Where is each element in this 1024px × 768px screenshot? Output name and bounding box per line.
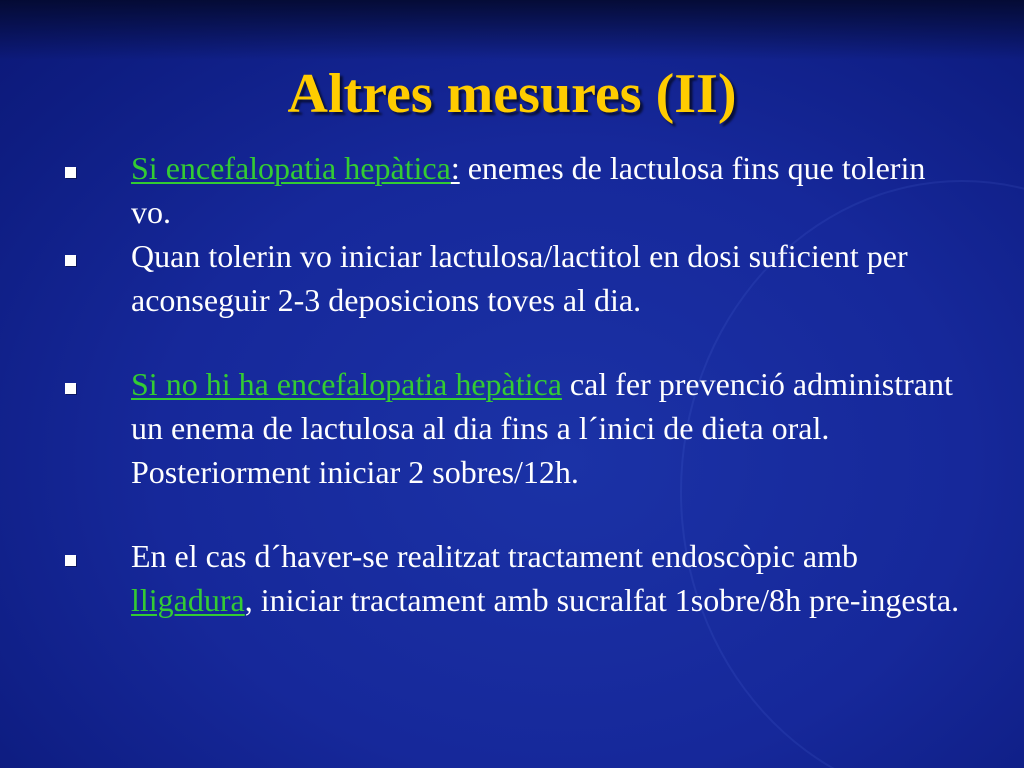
bullet-item-text: cal fer prevenció administrant un enema de lactulosa al dia fins a l´inici de dieta oral. Posteriorment iniciar 2 sobres/12h.: [131, 366, 953, 490]
bullet-item-4: [60, 534, 960, 622]
hyperlink-no-encefalopatia-hepatica[interactable]: Si no hi ha encefalopatia hepàtica: [131, 366, 562, 402]
bullet-item-1: [60, 146, 960, 234]
bullet-item-text: En el cas d´haver-se realitzat tractament endoscòpic amb: [131, 538, 858, 574]
bullet-item-text: , iniciar tractament amb sucralfat 1sobre/8h pre-ingesta.: [244, 582, 960, 618]
slide-title: Altres mesures (II): [287, 63, 737, 125]
bullet-item-text: enemes de lactulosa fins que tolerin vo.: [131, 150, 926, 230]
bullet-list: [60, 146, 960, 622]
bullet-item-2: [60, 234, 960, 322]
square-bullet-icon: [65, 167, 76, 178]
hyperlink-lligadura[interactable]: lligadura: [131, 582, 245, 618]
square-bullet-icon: [65, 383, 76, 394]
bullet-item-text: Quan tolerin vo iniciar lactulosa/lactitol en dosi suficient per aconseguir 2-3 deposicions toves al dia.: [131, 238, 908, 318]
item-colon: :: [450, 150, 460, 186]
hyperlink-encefalopatia-hepatica[interactable]: Si encefalopatia hepàtica: [131, 150, 451, 186]
square-bullet-icon: [65, 555, 76, 566]
bullet-item-3: [60, 362, 960, 494]
square-bullet-icon: [65, 255, 76, 266]
